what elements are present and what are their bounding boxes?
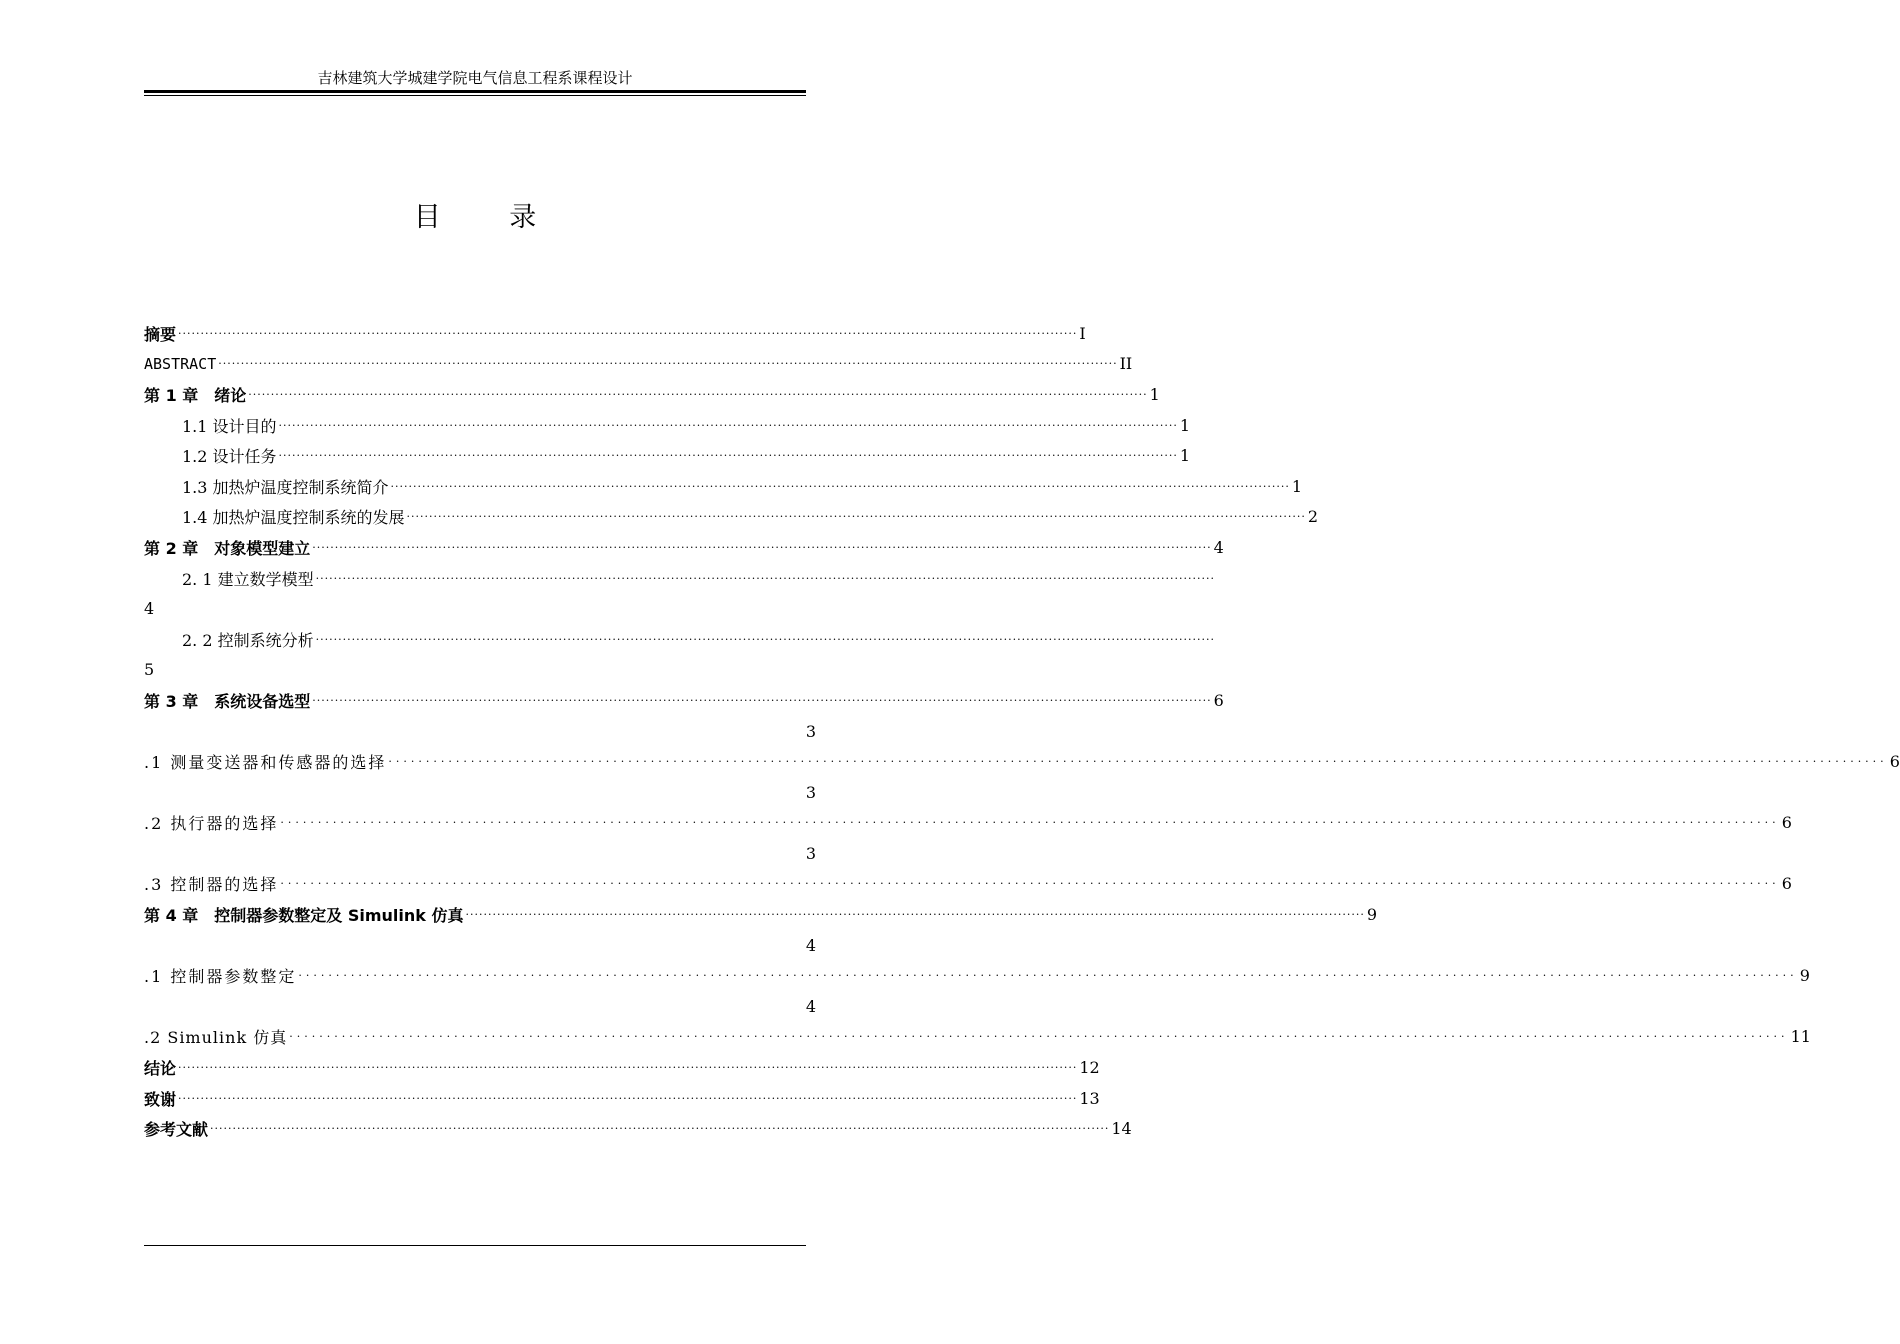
toc-entry-3-3[interactable]	[144, 869, 1792, 900]
toc-label: .1 测量变送器和传感器的选择	[144, 753, 387, 773]
toc-prefix-wrapped: 3	[805, 721, 816, 741]
toc-label: 致谢	[144, 1089, 177, 1109]
toc-entry-3-1[interactable]	[144, 746, 1900, 777]
toc-page: 6	[1781, 813, 1792, 833]
dot-leader: ········································································································································································································	[178, 1061, 1078, 1075]
toc-label: ABSTRACT	[144, 354, 217, 373]
dot-leader: ········································································································································································································	[178, 326, 1078, 340]
toc-entry-1-3[interactable]	[144, 471, 1303, 502]
dot-leader: ········································································································································································································	[248, 387, 1148, 401]
dot-leader: ········································································································································································································	[278, 418, 1178, 432]
toc-entry-1-1[interactable]	[144, 410, 1191, 441]
toc-label: 2. 2 控制系统分析	[182, 630, 314, 650]
dot-leader: ········································································································································································································	[289, 1030, 1789, 1044]
toc-page: 9	[1799, 966, 1810, 986]
toc-page: 1	[1291, 476, 1303, 496]
table-of-contents	[144, 318, 1900, 1144]
dot-leader: ········································································································································································································	[218, 357, 1118, 371]
toc-prefix-wrapped: 4	[805, 935, 816, 955]
toc-entry-references[interactable]	[144, 1113, 1132, 1144]
toc-entry-2-1[interactable]	[144, 563, 1215, 594]
toc-prefix-wrapped: 3	[805, 782, 816, 802]
toc-page-wrapped: 5	[144, 660, 155, 680]
toc-entry-1-4[interactable]	[144, 502, 1319, 533]
toc-label: 第 1 章 绪论	[144, 385, 247, 405]
toc-entry-1-2[interactable]	[144, 440, 1191, 471]
toc-page: 6	[1889, 752, 1900, 772]
toc-label: .2 Simulink 仿真	[144, 1028, 288, 1048]
toc-page: I	[1079, 323, 1086, 343]
toc-entry-abstract-en[interactable]	[144, 349, 1133, 380]
toc-page: 12	[1079, 1058, 1100, 1078]
header-rule	[144, 90, 806, 93]
toc-label: 第 2 章 对象模型建立	[144, 538, 311, 558]
header-rule-thin	[144, 95, 806, 96]
toc-label: 第 4 章 控制器参数整定及 Simulink 仿真	[144, 906, 464, 926]
dot-leader: ········································································································································································································	[278, 449, 1178, 463]
toc-label: .3 控制器的选择	[144, 875, 279, 895]
header-title: 吉林建筑大学城建学院电气信息工程系课程设计	[317, 69, 633, 87]
page-title: 目 录	[413, 202, 567, 233]
toc-entry-abstract-cn[interactable]	[144, 318, 1086, 349]
dot-leader: ········································································································································································································	[390, 479, 1290, 493]
dot-leader: ········································································································································································································	[312, 540, 1212, 554]
toc-page: 11	[1790, 1027, 1811, 1047]
toc-label: 结论	[144, 1059, 177, 1079]
toc-label: 1.4 加热炉温度控制系统的发展	[182, 508, 405, 528]
dot-leader: ········································································································································································································	[388, 755, 1888, 769]
toc-label: 2. 1 建立数学模型	[182, 569, 314, 589]
dot-leader: ········································································································································································································	[406, 510, 1306, 524]
dot-leader: ········································································································································································································	[315, 632, 1215, 646]
toc-page: 13	[1079, 1088, 1100, 1108]
toc-entry-3-2[interactable]	[144, 808, 1792, 839]
toc-entry-chapter-1[interactable]	[144, 379, 1160, 410]
dot-leader: ········································································································································································································	[312, 693, 1212, 707]
toc-label: 1.3 加热炉温度控制系统简介	[182, 477, 389, 497]
dot-leader: ········································································································································································································	[178, 1091, 1078, 1105]
footer-rule	[144, 1245, 806, 1246]
toc-page: 1	[1179, 415, 1191, 435]
dot-leader: ········································································································································································································	[210, 1122, 1110, 1136]
dot-leader: ········································································································································································································	[280, 816, 1780, 830]
toc-page: II	[1119, 354, 1133, 374]
toc-label: .2 执行器的选择	[144, 814, 279, 834]
toc-entry-chapter-2[interactable]	[144, 532, 1224, 563]
toc-prefix-wrapped: 3	[805, 843, 816, 863]
toc-entry-chapter-4[interactable]	[144, 899, 1378, 930]
toc-page: 1	[1179, 446, 1191, 466]
toc-entry-4-2[interactable]	[144, 1022, 1811, 1053]
toc-page: 6	[1781, 874, 1792, 894]
toc-page: 1	[1149, 384, 1160, 404]
dot-leader: ········································································································································································································	[465, 908, 1365, 922]
toc-page: 9	[1366, 905, 1378, 925]
toc-page: 2	[1307, 507, 1319, 527]
toc-page: 6	[1213, 690, 1224, 710]
toc-page: 14	[1111, 1119, 1132, 1139]
dot-leader: ········································································································································································································	[280, 877, 1780, 891]
toc-entry-conclusion[interactable]	[144, 1052, 1100, 1083]
dot-leader: ········································································································································································································	[315, 571, 1215, 585]
toc-entry-acknowledgement[interactable]	[144, 1083, 1100, 1114]
toc-entry-4-1[interactable]	[144, 960, 1810, 991]
toc-label: 1.2 设计任务	[182, 447, 277, 467]
toc-label: 第 3 章 系统设备选型	[144, 691, 311, 711]
toc-entry-chapter-3[interactable]	[144, 685, 1224, 716]
toc-label: 1.1 设计目的	[182, 416, 277, 436]
toc-page-wrapped: 4	[144, 599, 155, 619]
dot-leader: ········································································································································································································	[298, 969, 1798, 983]
toc-entry-2-2[interactable]	[144, 624, 1215, 655]
toc-page: 4	[1213, 537, 1224, 557]
toc-prefix-wrapped: 4	[805, 996, 816, 1016]
toc-label: 参考文献	[144, 1120, 209, 1140]
toc-label: .1 控制器参数整定	[144, 967, 297, 987]
toc-label: 摘要	[144, 324, 177, 344]
